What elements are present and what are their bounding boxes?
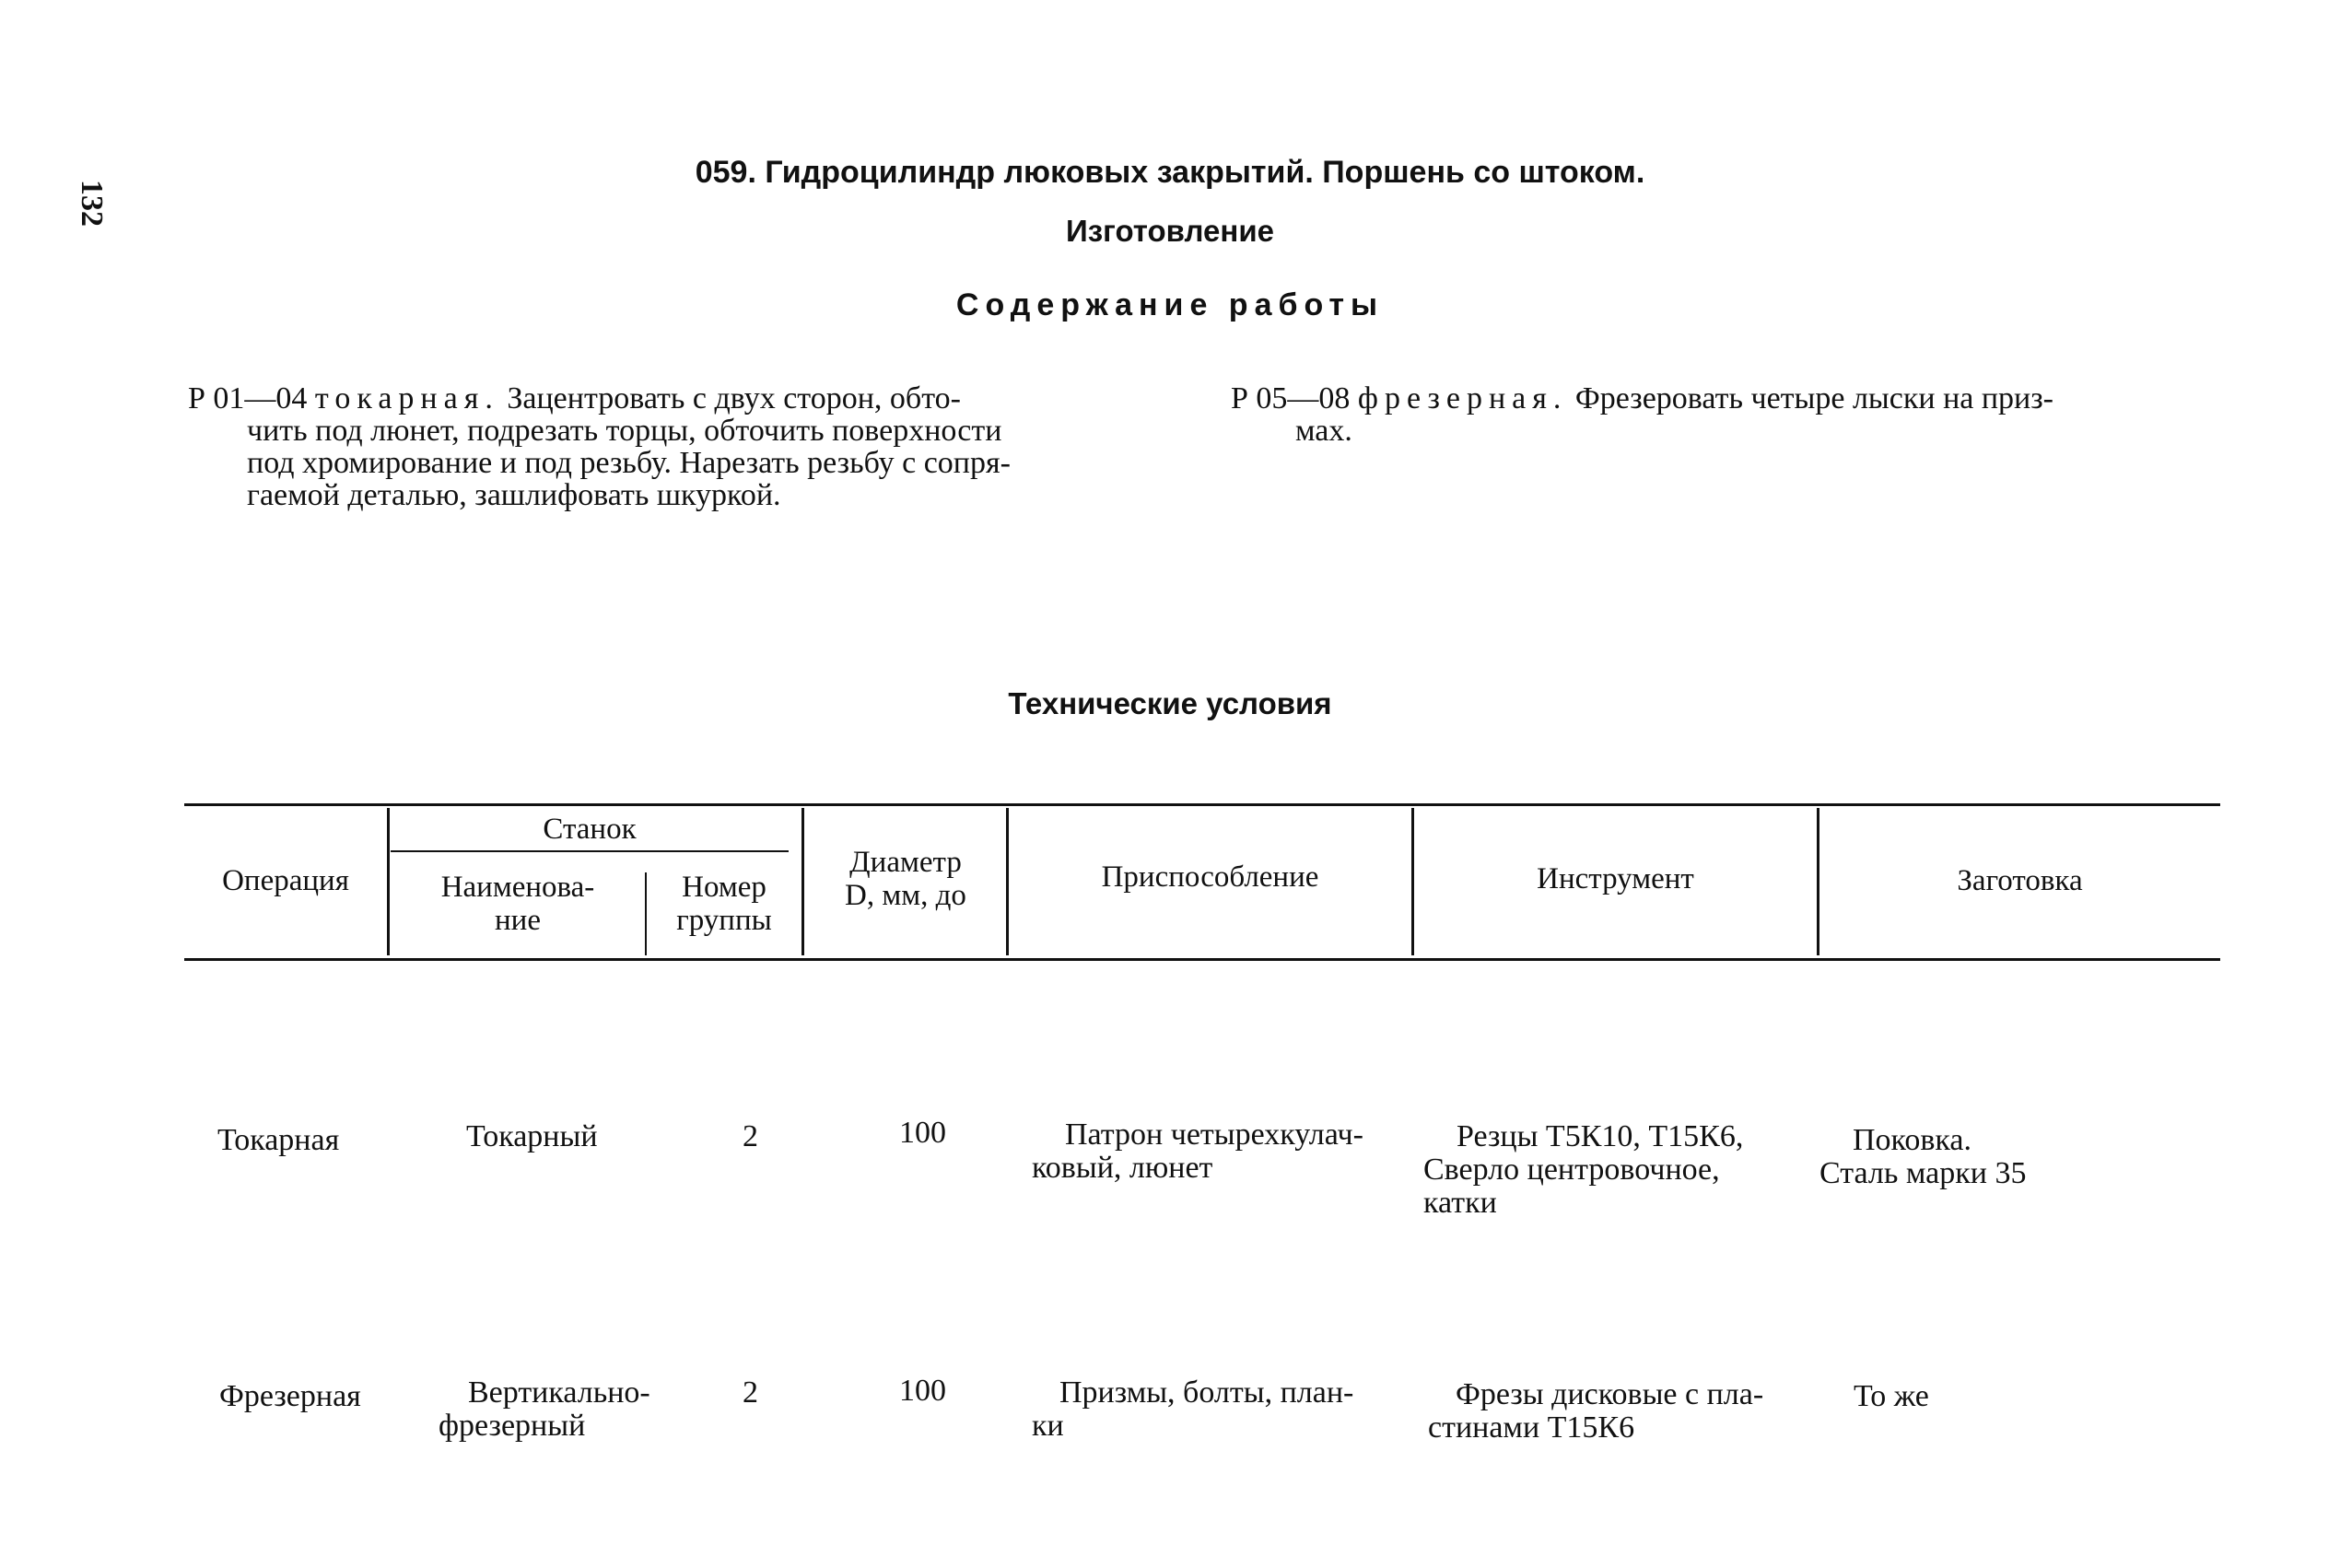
- work-item-line: мах.: [1295, 414, 1352, 448]
- document-title: 059. Гидроцилиндр люковых закрытий. Поршень со штоком.: [695, 155, 1645, 190]
- cell-line: Патрон четырехкулач-: [1065, 1117, 1363, 1152]
- row1-diameter: 100: [899, 1116, 946, 1150]
- row1-blank: [1819, 1124, 2026, 1190]
- header-fixture: Приспособление: [1101, 860, 1319, 894]
- work-item-2: [1231, 382, 2053, 447]
- cell-line: Сталь марки 35: [1819, 1156, 2027, 1190]
- row2-machine: [439, 1376, 650, 1443]
- machine-subheader-rule: [391, 850, 789, 852]
- cell-line: Поковка.: [1853, 1123, 1971, 1157]
- work-item-operation: токарная.: [314, 381, 499, 415]
- work-item-operation: фрезерная.: [1357, 381, 1568, 415]
- work-item-line: гаемой деталью, зашлифовать шкуркой.: [247, 478, 781, 512]
- row2-tool: [1428, 1378, 1763, 1445]
- column-divider: [387, 808, 390, 955]
- cell-line: катки: [1423, 1186, 1497, 1220]
- cell-line: Сверло центровочное,: [1423, 1153, 1720, 1187]
- row2-fixture: [1032, 1376, 1353, 1443]
- row2-diameter: 100: [899, 1374, 946, 1408]
- row1-tool: [1423, 1120, 1743, 1220]
- work-item-line: Фрезеровать четыре лыски на приз-: [1574, 381, 2054, 415]
- cell-line: ки: [1032, 1409, 1064, 1443]
- page-number: 132: [75, 180, 109, 227]
- header-group-number: Номер группы: [676, 871, 772, 937]
- header-tool: Инструмент: [1537, 862, 1694, 895]
- table-top-rule: [184, 803, 2220, 806]
- column-divider: [801, 808, 804, 955]
- cell-line: ковый, люнет: [1032, 1151, 1213, 1185]
- work-item-code: Р 01—04: [188, 381, 308, 415]
- section-heading: Содержание работы: [955, 287, 1385, 322]
- header-machine-name: Наименова- ние: [440, 871, 595, 937]
- cell-line: Призмы, болты, план-: [1059, 1375, 1354, 1410]
- work-item-line: Зацентровать с двух сторон, обто-: [507, 381, 961, 415]
- cell-line: фрезерный: [439, 1409, 586, 1443]
- header-operation: Операция: [222, 864, 349, 897]
- cell-line: Резцы Т5К10, Т15К6,: [1457, 1119, 1744, 1153]
- row2-group: 2: [743, 1375, 758, 1410]
- work-item-line: под хромирование и под резьбу. Нарезать резьбу с сопря-: [247, 446, 1011, 480]
- cell-line: Вертикально-: [468, 1375, 650, 1410]
- tech-conditions-heading: Технические условия: [1008, 686, 1332, 720]
- row2-operation: Фрезерная: [219, 1379, 361, 1413]
- header-blank: Заготовка: [1957, 864, 2083, 897]
- header-machine: Станок: [543, 813, 637, 846]
- work-item-1: [188, 382, 1011, 511]
- row1-operation: Токарная: [217, 1123, 340, 1157]
- row2-blank: То же: [1854, 1379, 1929, 1413]
- cell-line: стинами Т15К6: [1428, 1410, 1635, 1445]
- document-subtitle: Изготовление: [1066, 214, 1274, 248]
- row1-fixture: [1032, 1118, 1363, 1185]
- row1-group: 2: [743, 1119, 758, 1153]
- work-item-line: чить под люнет, подрезать торцы, обточить поверхности: [247, 414, 1002, 448]
- work-item-code: Р 05—08: [1231, 381, 1351, 415]
- table-header-rule: [184, 958, 2220, 961]
- cell-line: Фрезы дисковые с пла-: [1456, 1377, 1764, 1411]
- row1-machine: Токарный: [466, 1119, 598, 1153]
- header-diameter: Диаметр D, мм, до: [845, 846, 966, 912]
